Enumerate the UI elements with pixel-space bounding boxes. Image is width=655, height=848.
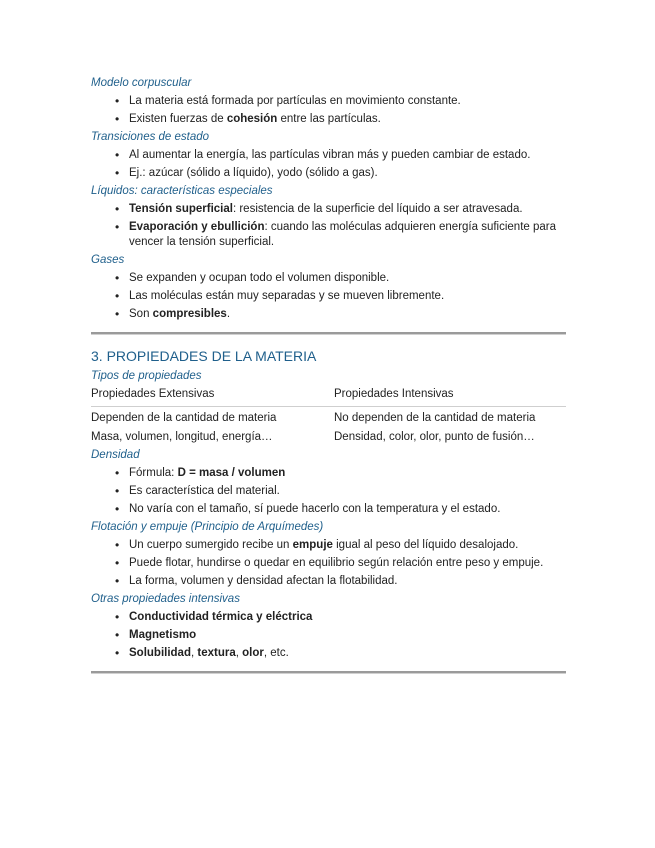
list-liquidos [91, 202, 566, 250]
heading-modelo-corpuscular: Modelo corpuscular [91, 77, 192, 89]
section-divider [91, 671, 566, 674]
list-item: • La materia está formada por partículas en movimiento constante. [91, 94, 566, 109]
list-item: • Se expanden y ocupan todo el volumen disponible. [91, 271, 566, 286]
heading-liquidos: Líquidos: características especiales [91, 185, 273, 197]
list-item: • Puede flotar, hundirse o quedar en equilibrio según relación entre peso y empuje. [91, 556, 566, 571]
list-item: • Al aumentar la energía, las partículas vibran más y pueden cambiar de estado. [91, 148, 566, 163]
list-item: • Las moléculas están muy separadas y se mueven libremente. [91, 289, 566, 304]
table-header-cell: Propiedades Extensivas [91, 387, 334, 407]
heading-otras-propiedades: Otras propiedades intensivas [91, 593, 240, 605]
list-gases [91, 271, 566, 322]
heading-transiciones: Transiciones de estado [91, 131, 210, 143]
list-item: • Ej.: azúcar (sólido a líquido), yodo (sólido a gas). [91, 166, 566, 181]
list-flotacion [91, 538, 566, 589]
list-item: • Fórmula: D = masa / volumen [91, 466, 566, 481]
list-item: • Es característica del material. [91, 484, 566, 499]
table-cell: Densidad, color, olor, punto de fusión… [334, 431, 535, 443]
list-item: • Son compresibles. [91, 307, 566, 322]
table-row [91, 407, 566, 431]
section-divider [91, 332, 566, 335]
list-item: • Tensión superficial: resistencia de la superficie del líquido a ser atravesada. [91, 202, 566, 217]
document-content [91, 76, 566, 686]
list-item: • No varía con el tamaño, sí puede hacerlo con la temperatura y el estado. [91, 502, 566, 517]
list-item: • Solubilidad, textura, olor, etc. [91, 646, 566, 661]
list-item: • Evaporación y ebullición: cuando las moléculas adquieren energía suficiente para vencer la tensión superficial. [91, 220, 566, 250]
list-otras-propiedades [91, 610, 566, 661]
heading-gases: Gases [91, 254, 125, 266]
table-cell: Dependen de la cantidad de materia [91, 412, 277, 424]
table-header-row [91, 387, 566, 407]
heading-flotacion: Flotación y empuje (Principio de Arquímedes) [91, 521, 324, 533]
properties-table [91, 387, 566, 445]
table-cell: No dependen de la cantidad de materia [334, 412, 536, 424]
list-item: • La forma, volumen y densidad afectan la flotabilidad. [91, 574, 566, 589]
list-item: • Existen fuerzas de cohesión entre las partículas. [91, 112, 566, 127]
table-row [91, 430, 566, 445]
list-modelo-corpuscular [91, 94, 566, 127]
heading-densidad: Densidad [91, 449, 140, 461]
list-item: • Un cuerpo sumergido recibe un empuje igual al peso del líquido desalojado. [91, 538, 566, 553]
list-item: • Magnetismo [91, 628, 566, 643]
section-title: 3. PROPIEDADES DE LA MATERIA [91, 348, 317, 364]
heading-tipos-propiedades: Tipos de propiedades [91, 370, 202, 382]
table-cell: Masa, volumen, longitud, energía… [91, 431, 273, 443]
table-header-cell: Propiedades Intensivas [334, 387, 566, 407]
list-item: • Conductividad térmica y eléctrica [91, 610, 566, 625]
list-transiciones [91, 148, 566, 181]
list-densidad [91, 466, 566, 517]
